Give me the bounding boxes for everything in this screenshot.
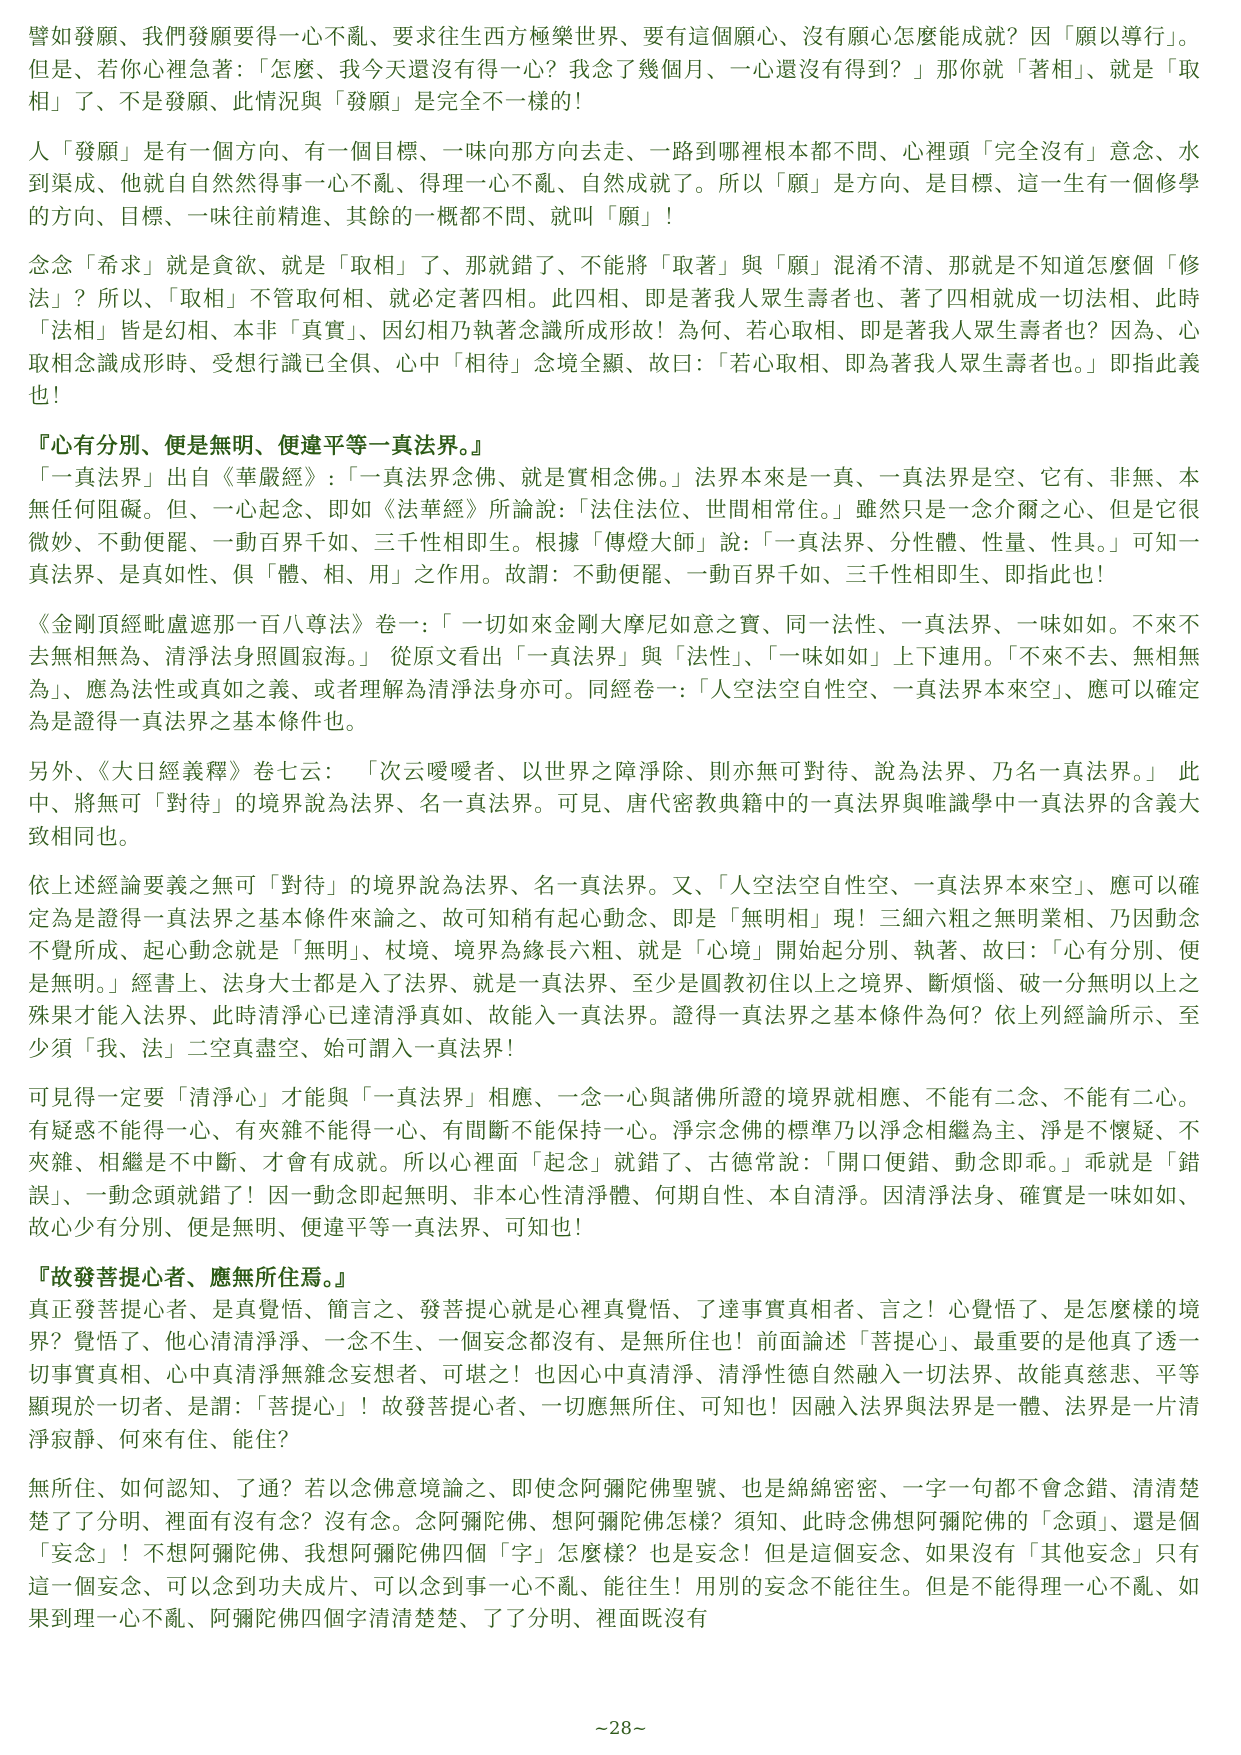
- paragraph: 可見得一定要「清淨心」才能與「一真法界」相應、一念一心與諸佛所證的境界就相應、不能有二念、不能有二心。有疑惑不能得一心、有夾雜不能得一心、有間斷不能保持一心。淨宗念佛的標準乃以淨念相繼為主、淨是不懷疑、不夾雜、相繼是不中斷、才會有成就。所以心裡面「起念」就錯了、古德常說：「開口便錯、動念即乖。」乖就是「錯誤」、一動念頭就錯了！因一動念即起無明、非本心性清淨體、何期自性、本自清淨。因清淨法身、確實是一味如如、故心少有分別、便是無明、便違平等一真法界、可知也！: [28, 1086, 1201, 1241]
- section-heading: 『心有分別、便是無明、便違平等一真法界。』: [28, 433, 494, 459]
- paragraph: 人「發願」是有一個方向、有一個目標、一味向那方向去走、一路到哪裡根本都不問、心裡頭「完全沒有」意念、水到渠成、他就自自然然得事一心不亂、得理一心不亂、自然成就了。所以「願」是方向、是目標、這一生有一個修學的方向、目標、一味往前精進、其餘的一概都不問、就叫「願」！: [28, 139, 1201, 230]
- paragraph: 《金剛頂經毗盧遮那一百八尊法》卷一:「 一切如來金剛大摩尼如意之寶、同一法性、一真法界、一味如如。不來不去無相無為、清淨法身照圓寂海。」 從原文看出「一真法界」與「法性」、「一味如如」上下連用。「不來不去、無相無為」、應為法性或真如之義、或者理解為清淨法身亦可。同經卷一:「人空法空自性空、一真法界本來空」、應可以確定為是證得一真法界之基本條件也。: [28, 612, 1201, 735]
- section-heading: 『故發菩提心者、應無所住焉。』: [28, 1265, 358, 1291]
- paragraph: 譬如發願、我們發願要得一心不亂、要求往生西方極樂世界、要有這個願心、沒有願心怎麼能成就？因「願以導行」。但是、若你心裡急著：「怎麼、我今天還沒有得一心？我念了幾個月、一心還沒有得到？」那你就「著相」、就是「取相」了、不是發願、此情況與「發願」是完全不一樣的！: [28, 25, 1201, 115]
- paragraph: 依上述經論要義之無可「對待」的境界說為法界、名一真法界。又、「人空法空自性空、一真法界本來空」、應可以確定為是證得一真法界之基本條件來論之、故可知稍有起心動念、即是「無明相」現！三細六粗之無明業相、乃因動念不覺所成、起心動念就是「無明」、杖境、境界為緣長六粗、就是「心境」開始起分別、執著、故曰：「心有分別、便是無明。」經書上、法身大士都是入了法界、就是一真法界、至少是圓教初住以上之境界、斷煩惱、破一分無明以上之殊果才能入法界、此時清淨心已達清淨真如、故能入一真法界。證得一真法界之基本條件為何？依上列經論所示、至少須「我、法」二空真盡空、始可謂入一真法界！: [28, 874, 1201, 1062]
- paragraph: 另外、《大日經義釋》卷七云： 「次云噯噯者、以世界之障淨除、則亦無可對待、說為法界、乃名一真法界。」 此中、將無可「對待」的境界說為法界、名一真法界。可見、唐代密教典籍中的一真法界與唯識學中一真法界的含義大致相同也。: [28, 759, 1201, 850]
- paragraph: 真正發菩提心者、是真覺悟、簡言之、發菩提心就是心裡真覺悟、了達事實真相者、言之！心覺悟了、是怎麼樣的境界？覺悟了、他心清清淨淨、一念不生、一個妄念都沒有、是無所住也！前面論述「菩提心」、最重要的是他真了透一切事實真相、心中真清淨無雜念妄想者、可堪之！也因心中真清淨、清淨性德自然融入一切法界、故能真慈悲、平等顯現於一切者、是謂：「菩提心」！故發菩提心者、一切應無所住、可知也！因融入法界與法界是一體、法界是一片清淨寂靜、何來有住、能住？: [28, 1297, 1201, 1453]
- paragraph: 無所住、如何認知、了通？若以念佛意境論之、即使念阿彌陀佛聖號、也是綿綿密密、一字一句都不會念錯、清清楚楚了了分明、裡面有沒有念？沒有念。念阿彌陀佛、想阿彌陀佛怎樣？須知、此時念佛想阿彌陀佛的「念頭」、還是個「妄念」！不想阿彌陀佛、我想阿彌陀佛四個「字」怎麼樣？也是妄念！但是這個妄念、如果沒有「其他妄念」只有這一個妄念、可以念到功夫成片、可以念到事一心不亂、能往生！用別的妄念不能往生。但是不能得理一心不亂、如果到理一心不亂、阿彌陀佛四個字清清楚楚、了了分明、裡面既沒有: [28, 1477, 1201, 1632]
- paragraph: 念念「希求」就是貪欲、就是「取相」了、那就錯了、不能將「取著」與「願」混淆不清、那就是不知道怎麼個「修法」？所以、「取相」不管取何相、就必定著四相。此四相、即是著我人眾生壽者也、著了四相就成一切法相、此時「法相」皆是幻相、本非「真實」、因幻相乃執著念識所成形故！為何、若心取相、即是著我人眾生壽者也？因為、心取相念識成形時、受想行識已全俱、心中「相待」念境全顯、故曰：「若心取相、即為著我人眾生壽者也。」即指此義也！: [28, 254, 1201, 409]
- page-number: ~28~: [593, 1718, 648, 1739]
- paragraph: 「一真法界」出自《華嚴經》:「一真法界念佛、就是實相念佛。」法界本來是一真、一真法界是空、它有、非無、本無任何阻礙。但、一心起念、即如《法華經》所論說:「法住法位、世間相常住。」雖然只是一念介爾之心、但是它很微妙、不動便罷、一動百界千如、三千性相即生。根據「傳燈大師」說:「一真法界、分性體、性量、性具。」可知一真法界、是真如性、俱「體、相、用」之作用。故謂：不動便罷、一動百界千如、三千性相即生、即指此也！: [28, 465, 1201, 588]
